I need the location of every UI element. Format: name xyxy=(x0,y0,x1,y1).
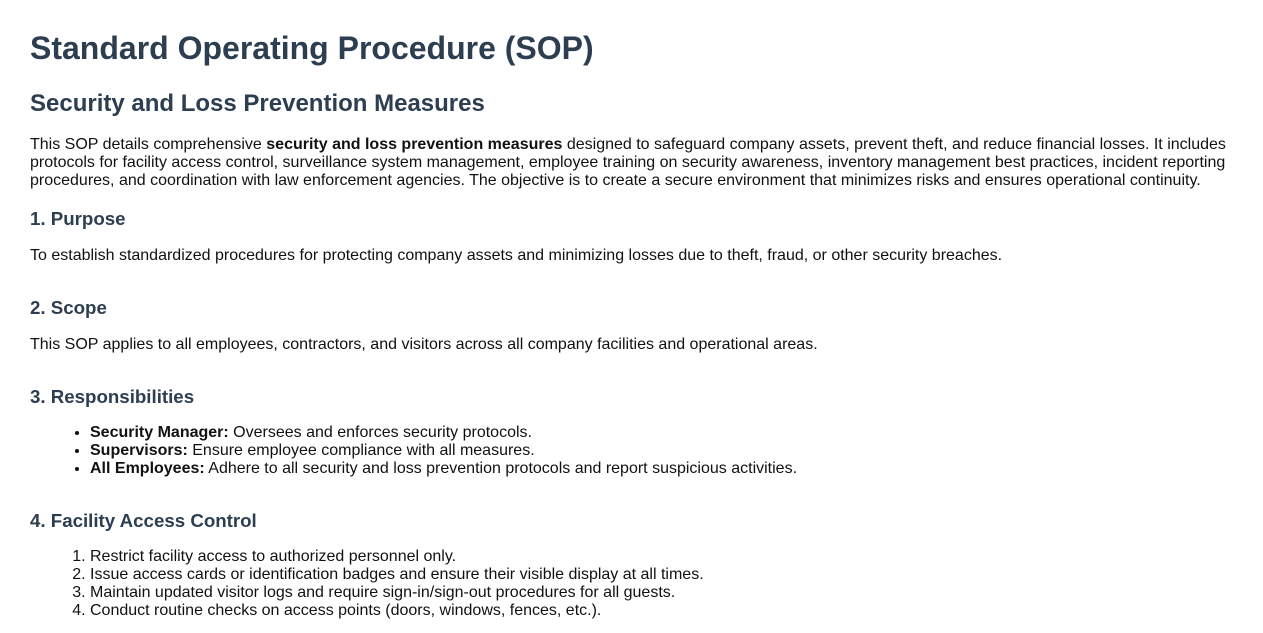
document-title: Standard Operating Procedure (SOP) xyxy=(30,30,594,66)
document-subtitle: Security and Loss Prevention Measures xyxy=(30,90,485,117)
role-label: Security Manager: xyxy=(90,424,229,441)
intro-text-start: This SOP details comprehensive xyxy=(30,136,267,153)
role-label: Supervisors: xyxy=(90,442,188,459)
role-label: All Employees: xyxy=(90,460,205,477)
scope-heading: 2. Scope xyxy=(30,297,107,318)
list-item: 1. Restrict facility access to authorized personnel only. xyxy=(90,548,1233,566)
list-item: 4. Conduct routine checks on access points (doors, windows, fences, etc.). xyxy=(90,602,1233,620)
intro-paragraph xyxy=(30,136,1233,190)
list-item xyxy=(90,442,1233,460)
list-item: 2. Issue access cards or identification badges and ensure their visible display at all times. xyxy=(90,566,1233,584)
intro-emphasis: security and loss prevention measures xyxy=(266,136,563,153)
purpose-heading: 1. Purpose xyxy=(30,208,126,229)
list-item xyxy=(90,424,1233,442)
intro-text-end: designed to safeguard company assets, prevent theft, and reduce financial losses. It includes protocols for facility access control, surveillance system management, employee training on security awareness, inventory management best practices, incident reporting procedures, and coordination with law enforcement agencies. The objective is to create a secure environment that minimizes risks and ensures operational continuity. xyxy=(30,136,1226,189)
access-control-heading: 4. Facility Access Control xyxy=(30,510,257,531)
list-item: 3. Maintain updated visitor logs and require sign-in/sign-out procedures for all guests. xyxy=(90,584,1233,602)
responsibilities-heading: 3. Responsibilities xyxy=(30,386,195,407)
role-description: Adhere to all security and loss prevention protocols and report suspicious activities. xyxy=(204,460,798,477)
scope-text: This SOP applies to all employees, contractors, and visitors across all company facilities and operational areas. xyxy=(30,336,818,353)
role-description: Oversees and enforces security protocols. xyxy=(228,424,532,441)
purpose-text: To establish standardized procedures for protecting company assets and minimizing losses due to theft, fraud, or other security breaches. xyxy=(30,247,1003,264)
list-item xyxy=(90,460,1233,478)
responsibilities-list xyxy=(30,424,1233,478)
role-description: Ensure employee compliance with all measures. xyxy=(187,442,535,459)
access-control-list xyxy=(30,548,1233,620)
